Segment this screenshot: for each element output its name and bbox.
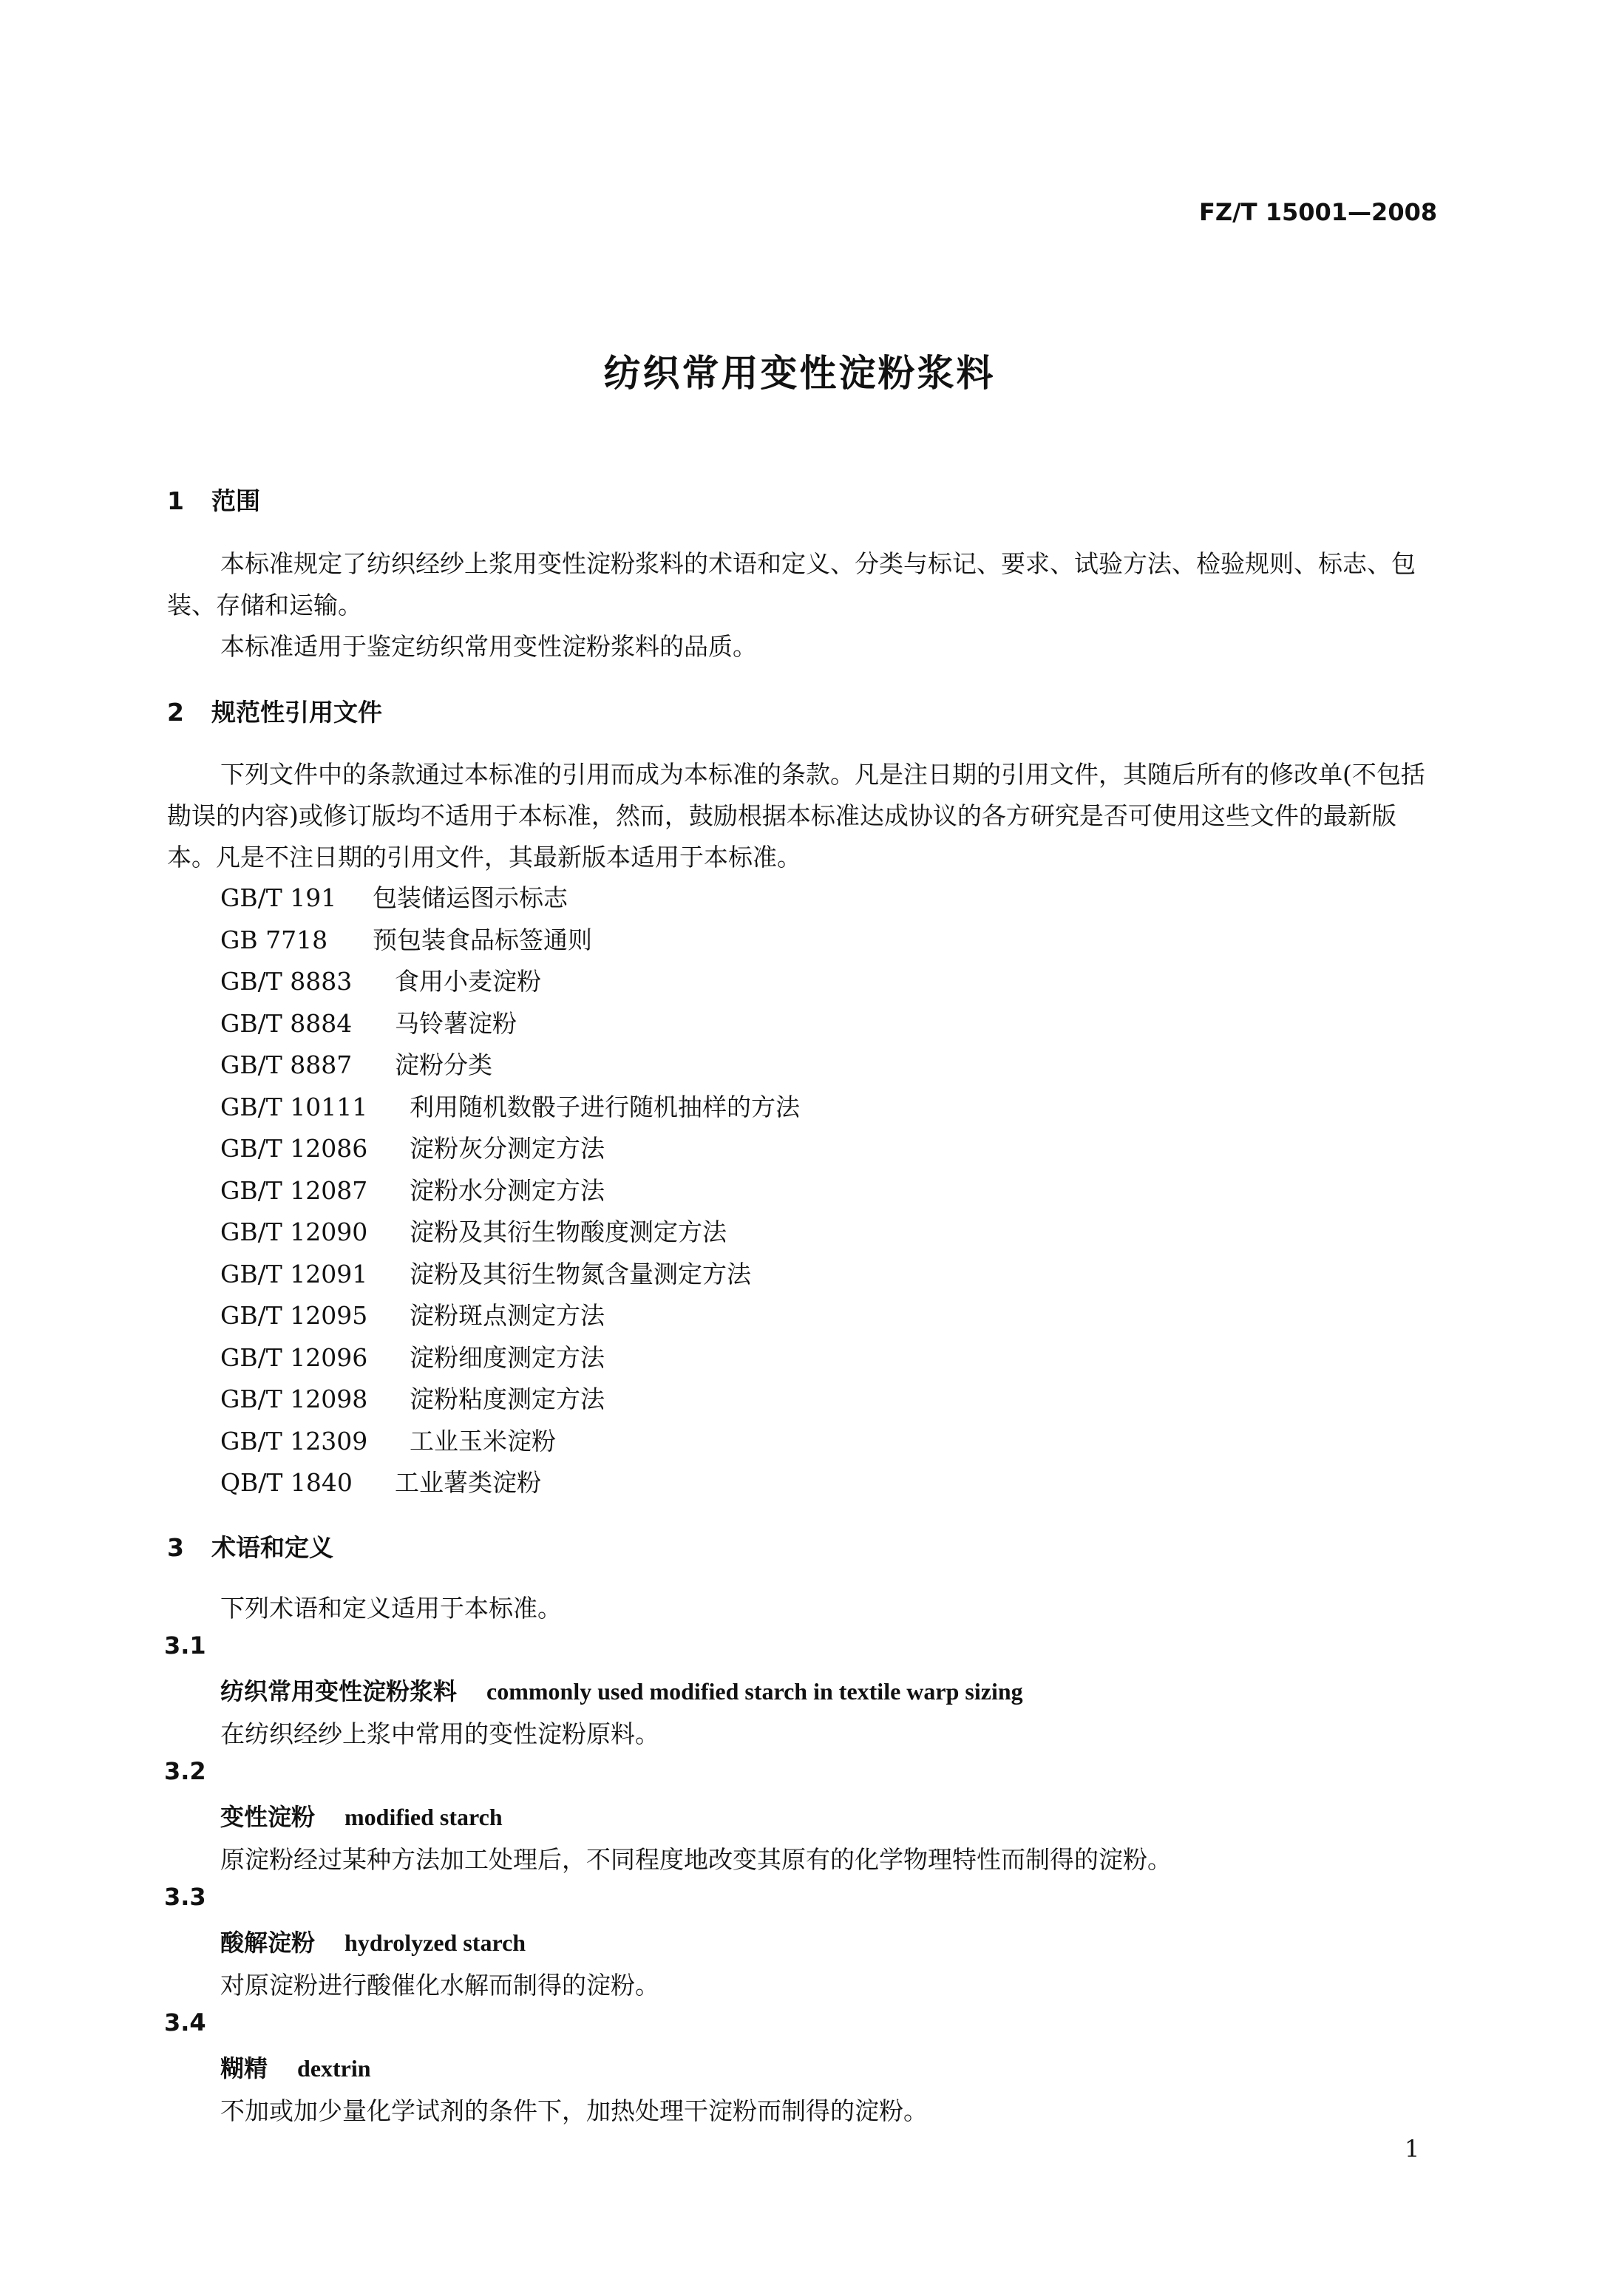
reference-name: 食用小麦淀粉	[395, 967, 541, 996]
reference-item	[220, 961, 800, 1003]
reference-code: GB/T 191	[220, 883, 337, 912]
term-zh: 变性淀粉	[220, 1803, 316, 1831]
reference-name: 淀粉及其衍生物氮含量测定方法	[410, 1259, 751, 1288]
reference-item	[220, 1254, 800, 1296]
term-zh: 酸解淀粉	[220, 1929, 316, 1957]
page-number: 1	[1405, 2135, 1420, 2163]
reference-item	[220, 1379, 800, 1421]
reference-name: 淀粉细度测定方法	[410, 1342, 605, 1372]
reference-item	[220, 1212, 800, 1254]
reference-name: 淀粉斑点测定方法	[410, 1301, 605, 1330]
reference-name: 淀粉分类	[395, 1050, 492, 1079]
reference-code: GB/T 8883	[220, 967, 353, 996]
reference-item	[220, 877, 800, 920]
reference-code: GB/T 12090	[220, 1217, 368, 1246]
reference-code: GB/T 12087	[220, 1175, 368, 1205]
reference-item	[220, 1295, 800, 1337]
term-en: hydrolyzed starch	[344, 1929, 526, 1956]
reference-name: 淀粉粘度测定方法	[410, 1385, 605, 1413]
reference-code: GB 7718	[220, 925, 328, 954]
term-definition: 在纺织经纱上浆中常用的变性淀粉原料。	[220, 1719, 659, 1748]
term-zh: 纺织常用变性淀粉浆料	[220, 1677, 458, 1705]
section-title: 范围	[211, 486, 260, 515]
term-definition: 对原淀粉进行酸催化水解而制得的淀粉。	[220, 1971, 659, 2000]
reference-name: 预包装食品标签通则	[373, 925, 592, 954]
clause-number: 3.3	[164, 1883, 206, 1911]
reference-item	[220, 1045, 800, 1087]
section-2-heading	[167, 693, 382, 728]
section-3-intro: 下列术语和定义适用于本标准。	[220, 1594, 562, 1623]
section-2-intro: 下列文件中的条款通过本标准的引用而成为本标准的条款。凡是注日期的引用文件，其随后所有的修改单(不包括勘误的内容)或修订版均不适用于本标准，然而，鼓励根据本标准达成协议的各方研究是否可使用这些文件的最新版本。凡是不注日期的引用文件，其最新版本适用于本标准。	[167, 760, 1425, 872]
reference-name: 工业玉米淀粉	[410, 1426, 556, 1456]
reference-code: GB/T 10111	[220, 1092, 368, 1121]
reference-code: QB/T 1840	[220, 1468, 353, 1497]
term-heading	[220, 1673, 1023, 1707]
section-number: 3	[167, 1533, 184, 1562]
reference-item	[220, 1462, 800, 1504]
reference-name: 利用随机数骰子进行随机抽样的方法	[410, 1092, 800, 1121]
reference-item	[220, 1337, 800, 1379]
reference-name: 包装储运图示标志	[373, 883, 568, 912]
clause-number: 3.2	[164, 1757, 206, 1785]
term-en: modified starch	[344, 1804, 503, 1830]
reference-name: 淀粉灰分测定方法	[410, 1134, 605, 1163]
document-title: 纺织常用变性淀粉浆料	[603, 352, 996, 395]
section-title: 规范性引用文件	[211, 698, 382, 727]
clause-number: 3.4	[164, 2008, 206, 2037]
reference-code: GB/T 12309	[220, 1426, 368, 1456]
term-heading	[220, 1799, 503, 1833]
term-definition: 原淀粉经过某种方法加工处理后，不同程度地改变其原有的化学物理特性而制得的淀粉。	[220, 1845, 1172, 1874]
reference-name: 工业薯类淀粉	[395, 1468, 541, 1497]
reference-code: GB/T 12098	[220, 1385, 368, 1413]
term-en: commonly used modified starch in textile warp sizing	[486, 1678, 1023, 1705]
reference-item	[220, 1421, 800, 1463]
section-title: 术语和定义	[211, 1533, 333, 1562]
reference-list	[220, 877, 800, 1504]
term-definition: 不加或加少量化学试剂的条件下，加热处理干淀粉而制得的淀粉。	[220, 2096, 928, 2125]
reference-code: GB/T 12086	[220, 1134, 368, 1163]
term-zh: 糊精	[220, 2054, 268, 2082]
section-number: 2	[167, 698, 184, 727]
reference-code: GB/T 12091	[220, 1259, 368, 1288]
reference-item	[220, 920, 800, 962]
term-en: dextrin	[297, 2055, 371, 2082]
reference-code: GB/T 8887	[220, 1050, 353, 1079]
section-number: 1	[167, 486, 184, 515]
reference-name: 马铃薯淀粉	[395, 1008, 517, 1038]
section-1-heading	[167, 482, 260, 517]
section-1-paragraph-1: 本标准规定了纺织经纱上浆用变性淀粉浆料的术语和定义、分类与标记、要求、试验方法、检验规则、标志、包装、存储和运输。	[167, 549, 1416, 619]
reference-item	[220, 1087, 800, 1129]
clause-number: 3.1	[164, 1631, 206, 1660]
term-heading	[220, 2050, 371, 2084]
reference-item	[220, 1003, 800, 1045]
section-1-paragraph-2: 本标准适用于鉴定纺织常用变性淀粉浆料的品质。	[220, 632, 757, 661]
reference-name: 淀粉水分测定方法	[410, 1175, 605, 1205]
reference-name: 淀粉及其衍生物酸度测定方法	[410, 1217, 727, 1246]
section-3-heading	[167, 1529, 333, 1563]
standard-number: FZ/T 15001—2008	[1199, 198, 1438, 226]
term-heading	[220, 1924, 526, 1958]
reference-code: GB/T 8884	[220, 1008, 353, 1038]
reference-item	[220, 1170, 800, 1212]
reference-item	[220, 1128, 800, 1170]
reference-code: GB/T 12096	[220, 1342, 368, 1372]
reference-code: GB/T 12095	[220, 1301, 368, 1330]
